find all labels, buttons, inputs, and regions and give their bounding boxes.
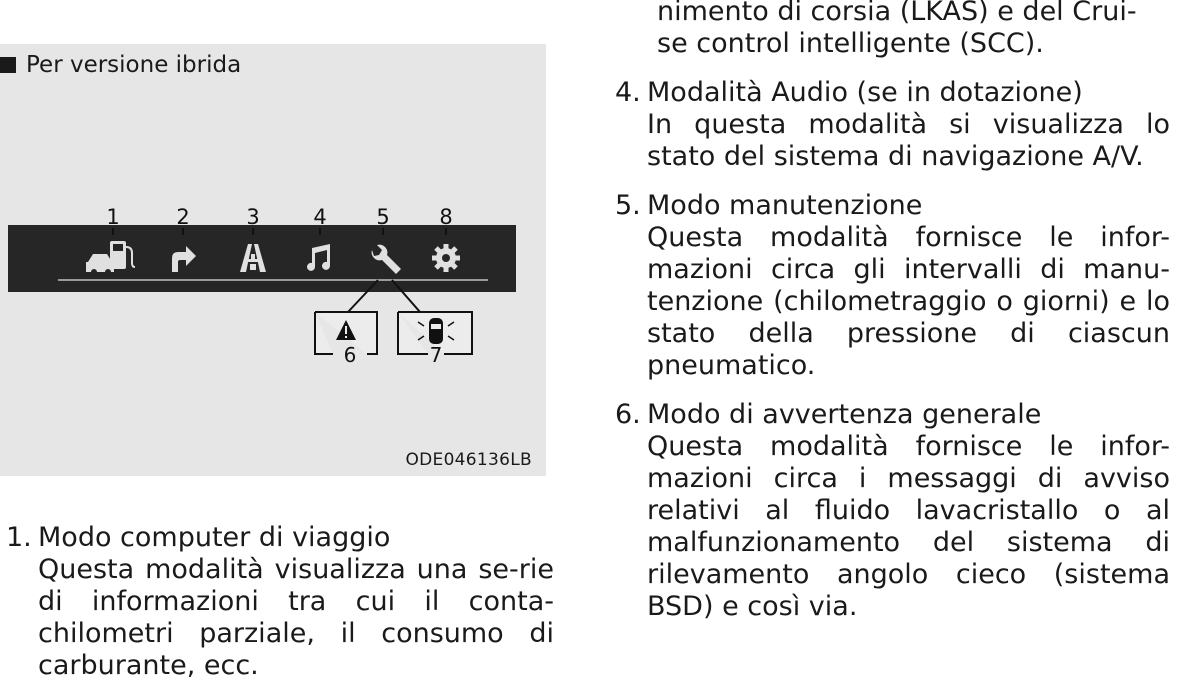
mode-number-4: 4 — [313, 205, 327, 229]
cluster-illustration — [0, 44, 546, 476]
right-column — [615, 0, 1170, 623]
item-number: 4. — [615, 77, 641, 108]
list-item-4 — [615, 77, 1170, 173]
item-body: Questa modalità fornisce le infor-mazioni circa gli intervalli di manu-tenzione (chilometraggio o giorni) e lo stato della pressione di ciascun pneumatico. — [647, 222, 1170, 381]
mode-number-1: 1 — [106, 205, 120, 229]
figure-heading-text: Per versione ibrida — [26, 52, 242, 78]
continued-text-line-1: nimento di corsia (LKAS) e del Crui- — [657, 0, 1137, 27]
list-item-6 — [615, 399, 1170, 623]
cluster-diagram — [0, 44, 546, 476]
continued-text-line-2: se control intelligente (SCC). — [657, 28, 1044, 59]
item-number: 6. — [615, 399, 641, 430]
figure-code: ODE046136LB — [405, 450, 532, 470]
mode-number-5: 5 — [376, 205, 390, 229]
mode-number-2: 2 — [176, 205, 190, 229]
item-title: Modo computer di viaggio — [38, 522, 391, 553]
mode-number-3: 3 — [246, 205, 260, 229]
item-body: Questa modalità visualizza una se-rie di informazioni tra cui il conta-chilometri parziale, il consumo di carburante, ecc. — [38, 554, 554, 681]
sub-mode-number-7: 7 — [429, 343, 443, 367]
sub-mode-box-6 — [315, 312, 377, 367]
item-title: Modo di avvertenza generale — [647, 399, 1042, 430]
item-number: 1. — [6, 522, 32, 553]
left-column — [6, 522, 554, 682]
list-item-5 — [615, 190, 1170, 382]
sub-mode-box-7 — [398, 312, 472, 367]
sub-mode-number-6: 6 — [343, 343, 357, 367]
item-body: Questa modalità fornisce le infor-mazioni circa i messaggi di avviso relativi al fluido lavacristallo o al malfunzionamento del sistema di rilevamento angolo cieco (sistema BSD) e così via. — [647, 431, 1170, 622]
item-title: Modalità Audio (se in dotazione) — [647, 77, 1083, 108]
gear-icon — [432, 244, 460, 272]
item-number: 5. — [615, 190, 641, 221]
list-item-1 — [6, 522, 554, 682]
mode-number-8: 8 — [439, 205, 453, 229]
item-title: Modo manutenzione — [647, 190, 923, 221]
item-body: In questa modalità si visualizza lo stato del sistema di navigazione A/V. — [647, 109, 1170, 172]
